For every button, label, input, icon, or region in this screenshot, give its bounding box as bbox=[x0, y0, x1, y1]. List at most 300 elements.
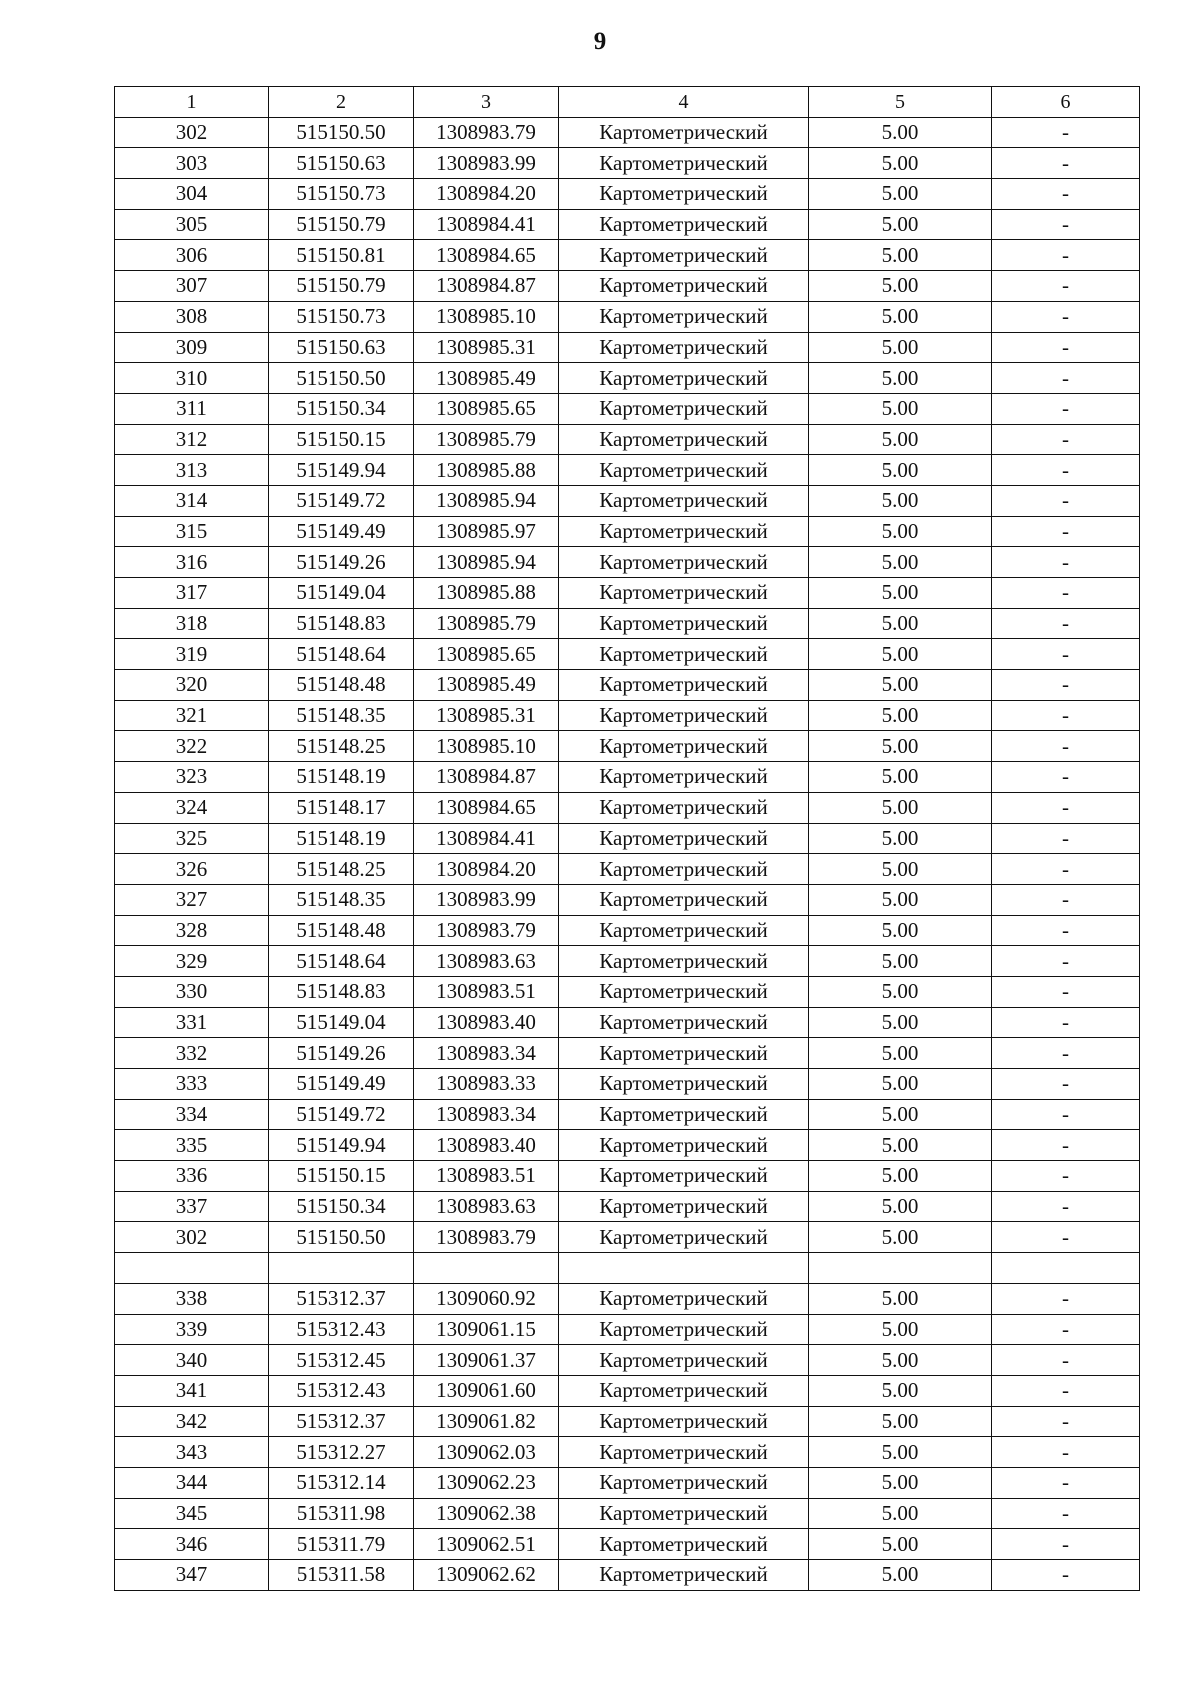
table-cell-col-6: - bbox=[992, 485, 1140, 516]
table-row bbox=[115, 823, 1140, 854]
table-cell-col-5: 5.00 bbox=[809, 209, 992, 240]
table-cell-col-3: 1308985.49 bbox=[414, 363, 559, 394]
table-cell-col-1: 323 bbox=[115, 762, 269, 793]
table-row bbox=[115, 301, 1140, 332]
column-header-1: 1 bbox=[115, 87, 269, 118]
table-cell-col-1: 340 bbox=[115, 1345, 269, 1376]
table-cell-col-2: 515150.63 bbox=[269, 332, 414, 363]
table-cell-col-2: 515148.48 bbox=[269, 670, 414, 701]
table-cell-col-3: 1309060.92 bbox=[414, 1283, 559, 1314]
table-cell-col-2: 515148.64 bbox=[269, 946, 414, 977]
table-cell-col-5: 5.00 bbox=[809, 455, 992, 486]
table-cell-col-3: 1308984.41 bbox=[414, 823, 559, 854]
table-cell-col-2: 515148.83 bbox=[269, 608, 414, 639]
table-cell-col-1: 317 bbox=[115, 578, 269, 609]
table-cell-col-3: 1308983.34 bbox=[414, 1038, 559, 1069]
table-cell-col-1: 305 bbox=[115, 209, 269, 240]
table-cell-col-2: 515150.63 bbox=[269, 148, 414, 179]
table-cell-col-4: Картометрический bbox=[559, 209, 809, 240]
table-cell-col-3: 1309062.03 bbox=[414, 1437, 559, 1468]
table-cell-col-3: 1308983.99 bbox=[414, 884, 559, 915]
table-cell-col-2: 515148.35 bbox=[269, 884, 414, 915]
table-cell-col-3: 1308985.97 bbox=[414, 516, 559, 547]
table-cell-col-1: 337 bbox=[115, 1191, 269, 1222]
table-row bbox=[115, 578, 1140, 609]
table-cell-col-2: 515149.72 bbox=[269, 485, 414, 516]
table-row bbox=[115, 393, 1140, 424]
table-cell-col-6: - bbox=[992, 1560, 1140, 1591]
table-header bbox=[115, 87, 1140, 118]
table-row bbox=[115, 946, 1140, 977]
table-cell-col-6: - bbox=[992, 976, 1140, 1007]
table-cell-col-4: Картометрический bbox=[559, 547, 809, 578]
table-cell-col-5 bbox=[809, 1253, 992, 1284]
table-cell-col-1: 303 bbox=[115, 148, 269, 179]
table-cell-col-4: Картометрический bbox=[559, 1345, 809, 1376]
table-row bbox=[115, 1191, 1140, 1222]
table-cell-col-6: - bbox=[992, 301, 1140, 332]
table-row bbox=[115, 271, 1140, 302]
table-cell-col-1: 322 bbox=[115, 731, 269, 762]
table-cell-col-3: 1308983.63 bbox=[414, 946, 559, 977]
table-cell-col-5: 5.00 bbox=[809, 1130, 992, 1161]
table-cell-col-6: - bbox=[992, 1069, 1140, 1100]
table-cell-col-5: 5.00 bbox=[809, 976, 992, 1007]
table-cell-col-3: 1308985.65 bbox=[414, 639, 559, 670]
table-cell-col-6: - bbox=[992, 639, 1140, 670]
table-row bbox=[115, 762, 1140, 793]
table-row bbox=[115, 485, 1140, 516]
table-cell-col-6 bbox=[992, 1253, 1140, 1284]
table-cell-col-6: - bbox=[992, 1467, 1140, 1498]
table-cell-col-6: - bbox=[992, 179, 1140, 210]
table-cell-col-6: - bbox=[992, 823, 1140, 854]
table-row bbox=[115, 1253, 1140, 1284]
table-row bbox=[115, 731, 1140, 762]
table-cell-col-3: 1308985.10 bbox=[414, 301, 559, 332]
table-cell-col-6: - bbox=[992, 670, 1140, 701]
column-header-4: 4 bbox=[559, 87, 809, 118]
table-cell-col-3: 1309062.62 bbox=[414, 1560, 559, 1591]
table-cell-col-1: 307 bbox=[115, 271, 269, 302]
table-cell-col-2: 515150.15 bbox=[269, 1161, 414, 1192]
table-cell-col-6: - bbox=[992, 700, 1140, 731]
table-cell-col-4: Картометрический bbox=[559, 424, 809, 455]
table-cell-col-6: - bbox=[992, 1191, 1140, 1222]
table-cell-col-2: 515150.50 bbox=[269, 363, 414, 394]
table-cell-col-5: 5.00 bbox=[809, 393, 992, 424]
table-cell-col-1: 320 bbox=[115, 670, 269, 701]
table-cell-col-5: 5.00 bbox=[809, 823, 992, 854]
table-cell-col-2: 515150.34 bbox=[269, 393, 414, 424]
table-cell-col-5: 5.00 bbox=[809, 578, 992, 609]
table-cell-col-5: 5.00 bbox=[809, 424, 992, 455]
table-cell-col-1: 338 bbox=[115, 1283, 269, 1314]
table-cell-col-3: 1309061.15 bbox=[414, 1314, 559, 1345]
table-cell-col-1: 314 bbox=[115, 485, 269, 516]
table-cell-col-3: 1309061.82 bbox=[414, 1406, 559, 1437]
table-row bbox=[115, 854, 1140, 885]
table-cell-col-2: 515150.79 bbox=[269, 271, 414, 302]
table-cell-col-4: Картометрический bbox=[559, 1467, 809, 1498]
table-cell-col-1: 311 bbox=[115, 393, 269, 424]
table-cell-col-1: 333 bbox=[115, 1069, 269, 1100]
table-cell-col-5: 5.00 bbox=[809, 731, 992, 762]
table-row bbox=[115, 1375, 1140, 1406]
table-cell-col-2: 515149.94 bbox=[269, 455, 414, 486]
table-cell-col-2: 515148.35 bbox=[269, 700, 414, 731]
table-cell-col-2: 515150.34 bbox=[269, 1191, 414, 1222]
table-cell-col-5: 5.00 bbox=[809, 670, 992, 701]
table-cell-col-3: 1308983.34 bbox=[414, 1099, 559, 1130]
table-cell-col-4: Картометрический bbox=[559, 1283, 809, 1314]
table-cell-col-4: Картометрический bbox=[559, 1498, 809, 1529]
table-cell-col-4: Картометрический bbox=[559, 854, 809, 885]
table-row bbox=[115, 639, 1140, 670]
table-cell-col-4: Картометрический bbox=[559, 700, 809, 731]
table-cell-col-4: Картометрический bbox=[559, 1437, 809, 1468]
table-cell-col-1: 310 bbox=[115, 363, 269, 394]
table-cell-col-3: 1308983.79 bbox=[414, 117, 559, 148]
table-cell-col-4: Картометрический bbox=[559, 485, 809, 516]
header-row bbox=[115, 87, 1140, 118]
table-cell-col-3: 1308983.40 bbox=[414, 1130, 559, 1161]
table-cell-col-3: 1308985.88 bbox=[414, 578, 559, 609]
table-cell-col-2: 515150.73 bbox=[269, 179, 414, 210]
table-row bbox=[115, 455, 1140, 486]
table-row bbox=[115, 670, 1140, 701]
table-cell-col-1: 326 bbox=[115, 854, 269, 885]
column-header-3: 3 bbox=[414, 87, 559, 118]
table-cell-col-2: 515312.37 bbox=[269, 1406, 414, 1437]
table-cell-col-1: 312 bbox=[115, 424, 269, 455]
table-cell-col-5: 5.00 bbox=[809, 1038, 992, 1069]
table-cell-col-4: Картометрический bbox=[559, 1038, 809, 1069]
table-cell-col-3: 1309062.23 bbox=[414, 1467, 559, 1498]
table-cell-col-5: 5.00 bbox=[809, 485, 992, 516]
table-cell-col-6: - bbox=[992, 762, 1140, 793]
table-cell-col-4: Картометрический bbox=[559, 823, 809, 854]
table-cell-col-4: Картометрический bbox=[559, 731, 809, 762]
table-cell-col-4: Картометрический bbox=[559, 117, 809, 148]
table-cell-col-6: - bbox=[992, 884, 1140, 915]
table-cell-col-2: 515150.50 bbox=[269, 1222, 414, 1253]
table-cell-col-5: 5.00 bbox=[809, 1314, 992, 1345]
table-row bbox=[115, 792, 1140, 823]
table-cell-col-1: 343 bbox=[115, 1437, 269, 1468]
table-cell-col-2: 515150.50 bbox=[269, 117, 414, 148]
column-header-2: 2 bbox=[269, 87, 414, 118]
table-cell-col-5: 5.00 bbox=[809, 271, 992, 302]
table-cell-col-4: Картометрический bbox=[559, 363, 809, 394]
table-cell-col-3: 1308983.99 bbox=[414, 148, 559, 179]
table-cell-col-6: - bbox=[992, 148, 1140, 179]
table-cell-col-2: 515311.79 bbox=[269, 1529, 414, 1560]
table-cell-col-4: Картометрический bbox=[559, 946, 809, 977]
table-cell-col-4: Картометрический bbox=[559, 1161, 809, 1192]
table-cell-col-6: - bbox=[992, 1283, 1140, 1314]
table-cell-col-6: - bbox=[992, 1130, 1140, 1161]
table-cell-col-4: Картометрический bbox=[559, 884, 809, 915]
table-cell-col-3: 1308983.51 bbox=[414, 1161, 559, 1192]
table-cell-col-2: 515148.25 bbox=[269, 731, 414, 762]
table-cell-col-5: 5.00 bbox=[809, 1222, 992, 1253]
table-cell-col-3: 1308985.88 bbox=[414, 455, 559, 486]
table-cell-col-2: 515311.58 bbox=[269, 1560, 414, 1591]
table-row bbox=[115, 1437, 1140, 1468]
table-cell-col-6: - bbox=[992, 424, 1140, 455]
table-row bbox=[115, 1345, 1140, 1376]
table-cell-col-1: 325 bbox=[115, 823, 269, 854]
table-cell-col-4: Картометрический bbox=[559, 393, 809, 424]
table-cell-col-5: 5.00 bbox=[809, 1099, 992, 1130]
table-cell-col-3: 1308985.79 bbox=[414, 424, 559, 455]
table-cell-col-3: 1308984.87 bbox=[414, 762, 559, 793]
table-body bbox=[115, 117, 1140, 1590]
table-cell-col-2: 515149.49 bbox=[269, 1069, 414, 1100]
table-cell-col-5: 5.00 bbox=[809, 639, 992, 670]
table-cell-col-1: 330 bbox=[115, 976, 269, 1007]
table-cell-col-2: 515149.26 bbox=[269, 1038, 414, 1069]
table-cell-col-4: Картометрический bbox=[559, 915, 809, 946]
table-cell-col-2: 515148.19 bbox=[269, 823, 414, 854]
table-cell-col-6: - bbox=[992, 1529, 1140, 1560]
table-cell-col-4: Картометрический bbox=[559, 1130, 809, 1161]
table-cell-col-5: 5.00 bbox=[809, 762, 992, 793]
table-cell-col-3: 1308984.20 bbox=[414, 179, 559, 210]
table-cell-col-4: Картометрический bbox=[559, 1222, 809, 1253]
table-cell-col-6: - bbox=[992, 1345, 1140, 1376]
table-row bbox=[115, 1467, 1140, 1498]
table-cell-col-1: 321 bbox=[115, 700, 269, 731]
table-cell-col-2: 515148.83 bbox=[269, 976, 414, 1007]
table-row bbox=[115, 1007, 1140, 1038]
table-cell-col-1: 342 bbox=[115, 1406, 269, 1437]
table-cell-col-1: 306 bbox=[115, 240, 269, 271]
table-row bbox=[115, 332, 1140, 363]
table-cell-col-6: - bbox=[992, 1314, 1140, 1345]
table-cell-col-1: 336 bbox=[115, 1161, 269, 1192]
table-cell-col-6: - bbox=[992, 1406, 1140, 1437]
table-cell-col-2: 515149.72 bbox=[269, 1099, 414, 1130]
table-cell-col-3: 1308985.31 bbox=[414, 332, 559, 363]
table-cell-col-6: - bbox=[992, 240, 1140, 271]
table-cell-col-4: Картометрический bbox=[559, 301, 809, 332]
table-row bbox=[115, 1498, 1140, 1529]
table-cell-col-1: 304 bbox=[115, 179, 269, 210]
table-cell-col-3: 1309061.37 bbox=[414, 1345, 559, 1376]
table-cell-col-4: Картометрический bbox=[559, 976, 809, 1007]
table-cell-col-4: Картометрический bbox=[559, 455, 809, 486]
table-cell-col-3: 1308984.65 bbox=[414, 792, 559, 823]
table-row bbox=[115, 516, 1140, 547]
table-cell-col-6: - bbox=[992, 854, 1140, 885]
table-row bbox=[115, 1161, 1140, 1192]
table-cell-col-1: 345 bbox=[115, 1498, 269, 1529]
table-cell-col-6: - bbox=[992, 578, 1140, 609]
table-row bbox=[115, 1314, 1140, 1345]
table-row bbox=[115, 209, 1140, 240]
column-header-5: 5 bbox=[809, 87, 992, 118]
table-row bbox=[115, 1222, 1140, 1253]
table-cell-col-4: Картометрический bbox=[559, 271, 809, 302]
table-cell-col-5: 5.00 bbox=[809, 1191, 992, 1222]
coordinates-table bbox=[114, 86, 1140, 1591]
table-cell-col-1: 339 bbox=[115, 1314, 269, 1345]
table-cell-col-3: 1308983.79 bbox=[414, 915, 559, 946]
table-cell-col-4: Картометрический bbox=[559, 608, 809, 639]
table-cell-col-1: 331 bbox=[115, 1007, 269, 1038]
table-row bbox=[115, 1560, 1140, 1591]
table-cell-col-1: 309 bbox=[115, 332, 269, 363]
table-cell-col-5: 5.00 bbox=[809, 363, 992, 394]
table-cell-col-2: 515149.04 bbox=[269, 1007, 414, 1038]
table-row bbox=[115, 884, 1140, 915]
table-cell-col-3: 1308984.87 bbox=[414, 271, 559, 302]
table-cell-col-4: Картометрический bbox=[559, 516, 809, 547]
table-cell-col-3: 1309062.51 bbox=[414, 1529, 559, 1560]
table-cell-col-2: 515312.37 bbox=[269, 1283, 414, 1314]
table-cell-col-6: - bbox=[992, 915, 1140, 946]
table-row bbox=[115, 547, 1140, 578]
table-cell-col-5: 5.00 bbox=[809, 1283, 992, 1314]
table-cell-col-4: Картометрический bbox=[559, 792, 809, 823]
table-cell-col-3: 1308985.10 bbox=[414, 731, 559, 762]
table-cell-col-5: 5.00 bbox=[809, 117, 992, 148]
table-cell-col-6: - bbox=[992, 271, 1140, 302]
table-cell-col-3: 1308984.65 bbox=[414, 240, 559, 271]
table-cell-col-6: - bbox=[992, 117, 1140, 148]
table-row bbox=[115, 424, 1140, 455]
table-cell-col-3: 1309061.60 bbox=[414, 1375, 559, 1406]
table-cell-col-2: 515149.04 bbox=[269, 578, 414, 609]
table-cell-col-5: 5.00 bbox=[809, 1498, 992, 1529]
table-cell-col-4: Картометрический bbox=[559, 1406, 809, 1437]
table-row bbox=[115, 1283, 1140, 1314]
table-cell-col-6: - bbox=[992, 393, 1140, 424]
table-cell-col-4: Картометрический bbox=[559, 578, 809, 609]
table-cell-col-1: 324 bbox=[115, 792, 269, 823]
table-cell-col-5: 5.00 bbox=[809, 1345, 992, 1376]
table-cell-col-1: 316 bbox=[115, 547, 269, 578]
table-cell-col-5: 5.00 bbox=[809, 1069, 992, 1100]
table-cell-col-5: 5.00 bbox=[809, 1529, 992, 1560]
table-cell-col-2: 515148.25 bbox=[269, 854, 414, 885]
table-cell-col-2: 515149.94 bbox=[269, 1130, 414, 1161]
table-cell-col-6: - bbox=[992, 516, 1140, 547]
table-cell-col-4: Картометрический bbox=[559, 1560, 809, 1591]
table-cell-col-5: 5.00 bbox=[809, 1007, 992, 1038]
table-cell-col-1: 346 bbox=[115, 1529, 269, 1560]
table-cell-col-6: - bbox=[992, 332, 1140, 363]
table-cell-col-4: Картометрический bbox=[559, 179, 809, 210]
table-row bbox=[115, 148, 1140, 179]
table-cell-col-2: 515312.43 bbox=[269, 1375, 414, 1406]
table-row bbox=[115, 1038, 1140, 1069]
table-cell-col-4: Картометрический bbox=[559, 1099, 809, 1130]
table-cell-col-6: - bbox=[992, 731, 1140, 762]
table-cell-col-2: 515149.49 bbox=[269, 516, 414, 547]
table-cell-col-5: 5.00 bbox=[809, 547, 992, 578]
table-cell-col-4 bbox=[559, 1253, 809, 1284]
table-cell-col-5: 5.00 bbox=[809, 700, 992, 731]
table-row bbox=[115, 915, 1140, 946]
table-cell-col-3: 1308985.94 bbox=[414, 547, 559, 578]
table-row bbox=[115, 240, 1140, 271]
table-cell-col-4: Картометрический bbox=[559, 1007, 809, 1038]
table-cell-col-2: 515148.48 bbox=[269, 915, 414, 946]
table-cell-col-5: 5.00 bbox=[809, 1161, 992, 1192]
table-cell-col-4: Картометрический bbox=[559, 1529, 809, 1560]
table-cell-col-2: 515312.27 bbox=[269, 1437, 414, 1468]
table-cell-col-1: 319 bbox=[115, 639, 269, 670]
table-cell-col-2: 515150.79 bbox=[269, 209, 414, 240]
table-cell-col-5: 5.00 bbox=[809, 148, 992, 179]
table-cell-col-2: 515148.17 bbox=[269, 792, 414, 823]
table-cell-col-2: 515312.45 bbox=[269, 1345, 414, 1376]
table-cell-col-2: 515311.98 bbox=[269, 1498, 414, 1529]
table-cell-col-5: 5.00 bbox=[809, 240, 992, 271]
table-cell-col-6: - bbox=[992, 1007, 1140, 1038]
table-cell-col-6: - bbox=[992, 792, 1140, 823]
table-cell-col-6: - bbox=[992, 1161, 1140, 1192]
table-cell-col-1: 334 bbox=[115, 1099, 269, 1130]
table-cell-col-6: - bbox=[992, 946, 1140, 977]
table-cell-col-3: 1308983.51 bbox=[414, 976, 559, 1007]
table-row bbox=[115, 608, 1140, 639]
table-cell-col-1: 335 bbox=[115, 1130, 269, 1161]
table-cell-col-3: 1309062.38 bbox=[414, 1498, 559, 1529]
table-cell-col-1: 313 bbox=[115, 455, 269, 486]
table-row bbox=[115, 976, 1140, 1007]
table-cell-col-4: Картометрический bbox=[559, 639, 809, 670]
table-cell-col-1: 327 bbox=[115, 884, 269, 915]
table-cell-col-1: 341 bbox=[115, 1375, 269, 1406]
table-cell-col-3: 1308984.20 bbox=[414, 854, 559, 885]
table-cell-col-5: 5.00 bbox=[809, 915, 992, 946]
table-cell-col-4: Картометрический bbox=[559, 1069, 809, 1100]
table-cell-col-3: 1308983.33 bbox=[414, 1069, 559, 1100]
table-row bbox=[115, 1069, 1140, 1100]
table-cell-col-5: 5.00 bbox=[809, 301, 992, 332]
table-cell-col-5: 5.00 bbox=[809, 516, 992, 547]
table-cell-col-5: 5.00 bbox=[809, 1375, 992, 1406]
table-row bbox=[115, 1130, 1140, 1161]
table-cell-col-1: 302 bbox=[115, 117, 269, 148]
table-cell-col-5: 5.00 bbox=[809, 332, 992, 363]
table-cell-col-3: 1308983.79 bbox=[414, 1222, 559, 1253]
table-row bbox=[115, 179, 1140, 210]
table-cell-col-1: 328 bbox=[115, 915, 269, 946]
table-cell-col-1: 347 bbox=[115, 1560, 269, 1591]
table-row bbox=[115, 1406, 1140, 1437]
table-cell-col-5: 5.00 bbox=[809, 854, 992, 885]
table-cell-col-1: 302 bbox=[115, 1222, 269, 1253]
table-cell-col-4: Картометрический bbox=[559, 1375, 809, 1406]
table-cell-col-1: 329 bbox=[115, 946, 269, 977]
table-cell-col-2: 515150.81 bbox=[269, 240, 414, 271]
table-cell-col-6: - bbox=[992, 547, 1140, 578]
page-number: 9 bbox=[593, 28, 607, 55]
table-cell-col-6: - bbox=[992, 1222, 1140, 1253]
table-cell-col-5: 5.00 bbox=[809, 946, 992, 977]
table-row bbox=[115, 363, 1140, 394]
table-row bbox=[115, 700, 1140, 731]
table-cell-col-4: Картометрический bbox=[559, 148, 809, 179]
table-cell-col-2: 515150.15 bbox=[269, 424, 414, 455]
table-cell-col-1: 344 bbox=[115, 1467, 269, 1498]
table-cell-col-2: 515150.73 bbox=[269, 301, 414, 332]
